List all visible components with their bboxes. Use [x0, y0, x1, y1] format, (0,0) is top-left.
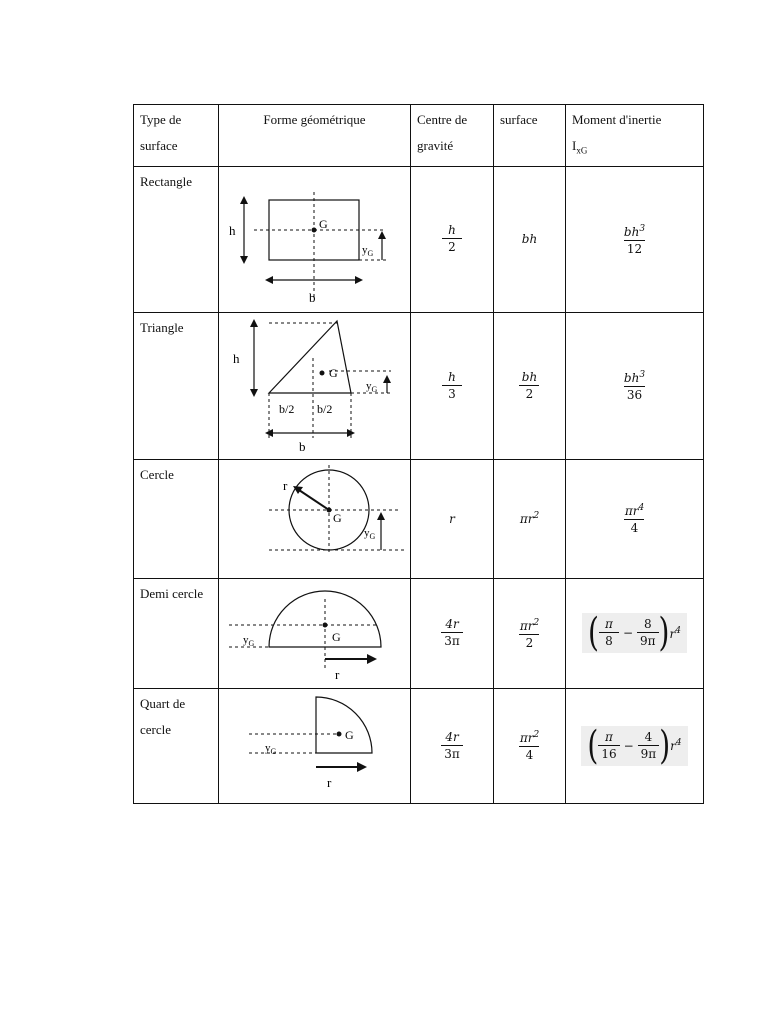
frac-a-num: π	[605, 617, 613, 632]
moment-fraction	[622, 501, 647, 536]
label-h: h	[229, 222, 236, 238]
row-triangle	[134, 312, 704, 459]
frac-b-den: 9π	[638, 745, 660, 762]
moment-cell	[566, 166, 704, 312]
label-r: r	[335, 666, 340, 682]
header-centre: Centre de gravité	[411, 105, 494, 167]
paren-open: (	[587, 721, 599, 768]
header-moment-sub: $I_{xG}$	[572, 138, 588, 156]
surface-fraction	[517, 616, 542, 651]
header-moment-label: Moment d'inertie	[572, 112, 662, 127]
surface-num: $\pi r^2$	[519, 730, 540, 746]
frac-b-num: 4	[644, 729, 653, 744]
figure-demi-cercle	[219, 578, 411, 688]
moment-formula	[581, 721, 687, 768]
moment-cell	[566, 578, 704, 688]
centre-den: 3π	[441, 745, 463, 762]
surface-cell	[494, 688, 566, 803]
type-cell	[134, 459, 219, 578]
type-cell	[134, 578, 219, 688]
minus-sign: −	[622, 626, 634, 641]
centre-den: 3π	[441, 632, 463, 649]
label-b: b	[299, 438, 306, 454]
moment-cell	[566, 459, 704, 578]
centre-den: 2	[442, 238, 462, 255]
label-G: G	[345, 727, 354, 742]
figure-quart-cercle	[219, 688, 411, 803]
surface-den: 2	[519, 634, 539, 651]
surface-cell	[494, 166, 566, 312]
moment-den: 12	[624, 240, 645, 257]
centre-cell	[411, 688, 494, 803]
type-label: Triangle	[140, 319, 184, 335]
surface-fraction	[519, 370, 540, 402]
label-G: G	[333, 510, 342, 525]
surface-den: 4	[519, 746, 539, 763]
surface-text: bh	[521, 232, 538, 247]
centre-cell	[411, 578, 494, 688]
moment-cell	[566, 688, 704, 803]
label-yG: $y_G$	[362, 243, 374, 258]
figure-triangle	[219, 312, 411, 459]
surface-cell	[494, 459, 566, 578]
type-label: Cercle	[140, 466, 174, 482]
centre-fraction	[442, 223, 462, 255]
row-demi-cercle	[134, 578, 704, 688]
paren-open: (	[588, 609, 599, 656]
header-moment	[566, 105, 704, 167]
centre-fraction	[441, 617, 463, 649]
moment-cell	[566, 312, 704, 459]
frac-a-num: π	[605, 729, 613, 744]
label-r: r	[283, 477, 288, 493]
label-r: r	[327, 774, 332, 790]
centre-text: r	[449, 511, 455, 526]
moment-num: $bh^3$	[623, 370, 646, 386]
row-cercle	[134, 459, 704, 578]
label-G: G	[332, 629, 341, 644]
surface-num: bh	[521, 369, 538, 384]
figure-cercle	[219, 459, 411, 578]
surface-cell	[494, 312, 566, 459]
moment-frac-b	[638, 730, 660, 762]
moment-num: $\pi r^4$	[624, 503, 645, 519]
row-quart-cercle	[134, 688, 704, 803]
surface-den: 2	[519, 385, 539, 402]
surface-num: $\pi r^2$	[519, 617, 540, 633]
centre-den: 3	[442, 385, 462, 402]
surface-fraction	[517, 728, 542, 763]
centre-num: h	[448, 223, 456, 238]
header-surface: surface	[494, 105, 566, 167]
moment-den: 36	[624, 386, 645, 403]
figure-rectangle	[219, 166, 411, 312]
label-G: G	[319, 216, 328, 231]
properties-table	[133, 104, 704, 804]
centre-num: 4r	[445, 617, 459, 632]
type-cell	[134, 166, 219, 312]
type-label: Rectangle	[140, 173, 192, 189]
moment-fraction	[621, 368, 648, 403]
centre-num: h	[448, 369, 456, 384]
label-b: b	[309, 289, 316, 305]
centre-fraction	[441, 730, 463, 762]
paren-close: )	[658, 609, 670, 656]
moment-tail: $r^4$	[670, 738, 682, 754]
label-G: G	[329, 365, 338, 380]
label-b2b: b/2	[317, 401, 333, 416]
label-yG: $y_G$	[265, 741, 277, 756]
moment-den: 4	[624, 519, 644, 536]
minus-sign: −	[623, 738, 634, 753]
label-b2a: b/2	[279, 401, 295, 416]
moment-formula	[582, 609, 687, 656]
surface-text: $\pi r^2$	[519, 510, 540, 526]
centre-cell	[411, 166, 494, 312]
label-yG: $y_G$	[366, 379, 378, 394]
moment-frac-b	[637, 617, 659, 649]
type-label: Quart de cercle	[140, 695, 186, 737]
moment-tail: $r^4$	[669, 625, 681, 641]
header-type: Type de surface	[134, 105, 219, 167]
frac-b-num: 8	[643, 617, 652, 632]
header-row	[134, 105, 704, 167]
centre-num: 4r	[445, 729, 459, 744]
centre-cell	[411, 312, 494, 459]
moment-num: $bh^3$	[623, 223, 646, 239]
centre-cell	[411, 459, 494, 578]
paren-close: )	[659, 721, 671, 768]
header-forme: Forme géométrique	[219, 105, 411, 167]
frac-a-den: 16	[598, 745, 619, 762]
frac-b-den: 9π	[637, 632, 659, 649]
moment-frac-a	[599, 617, 619, 649]
row-rectangle	[134, 166, 704, 312]
label-h: h	[233, 350, 240, 366]
type-cell	[134, 312, 219, 459]
type-label: Demi cercle	[140, 585, 204, 601]
moment-frac-a	[598, 730, 619, 762]
type-cell	[134, 688, 219, 803]
centre-fraction	[442, 370, 462, 402]
frac-a-den: 8	[599, 632, 619, 649]
surface-cell	[494, 578, 566, 688]
moment-fraction	[621, 222, 648, 257]
label-yG: $y_G$	[364, 526, 376, 541]
label-yG: $y_G$	[243, 633, 255, 648]
